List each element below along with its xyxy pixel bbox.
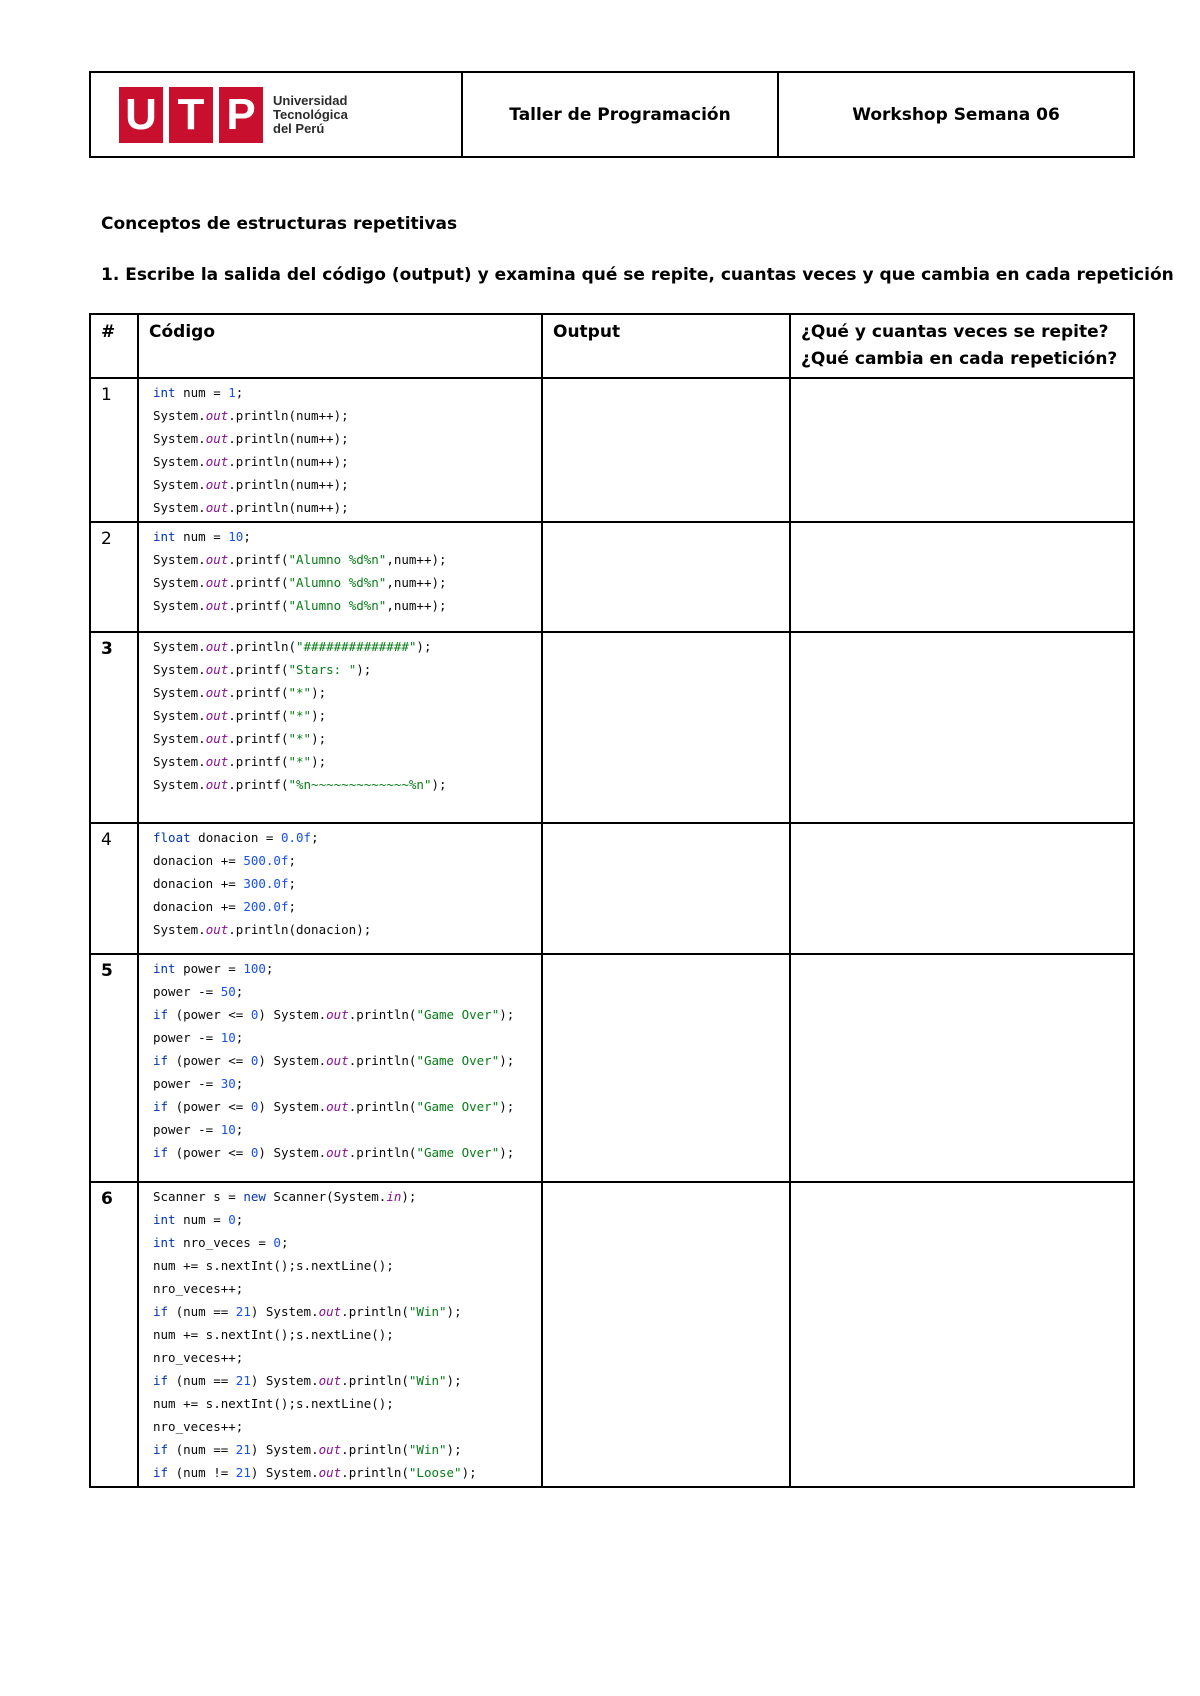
- code-line: nro_veces++;: [153, 1281, 244, 1296]
- code-block: [139, 379, 541, 521]
- section-title: Conceptos de estructuras repetitivas: [101, 214, 458, 234]
- row-number: 2: [90, 522, 138, 632]
- table-row: [90, 632, 1134, 823]
- code-line: int num = 0;: [153, 1212, 244, 1227]
- code-line: int nro_veces = 0;: [153, 1235, 289, 1250]
- code-line: Scanner s = new Scanner(System.in);: [153, 1189, 417, 1204]
- code-line: System.out.printf("*");: [153, 708, 327, 723]
- row-number: 6: [90, 1182, 138, 1487]
- code-line: int num = 1;: [153, 385, 244, 400]
- code-line: System.out.println(num++);: [153, 431, 349, 446]
- code-line: System.out.printf("*");: [153, 685, 327, 700]
- logo-text: [273, 94, 348, 136]
- repeat-answer-cell[interactable]: [790, 954, 1134, 1182]
- code-line: nro_veces++;: [153, 1419, 244, 1434]
- code-line: System.out.println(num++);: [153, 454, 349, 469]
- code-line: donacion += 300.0f;: [153, 876, 296, 891]
- logo-letter-p: P: [213, 87, 263, 143]
- repeat-answer-cell[interactable]: [790, 632, 1134, 823]
- code-block: [139, 824, 541, 943]
- table-row: [90, 378, 1134, 522]
- question-text: 1. Escribe la salida del código (output) y examina qué se repite, cuantas veces y que cambia en cada repetición: [101, 265, 1174, 285]
- logo-letter-t: T: [163, 87, 213, 143]
- document-header: [89, 71, 1135, 158]
- code-cell: [138, 632, 542, 823]
- code-line: if (power <= 0) System.out.println("Game Over");: [153, 1145, 515, 1160]
- code-line: System.out.println(donacion);: [153, 922, 372, 937]
- logo-block: [119, 87, 263, 143]
- exercise-table: [89, 313, 1135, 1488]
- logo-line-2: Tecnológica: [273, 106, 348, 122]
- code-line: System.out.printf("*");: [153, 754, 327, 769]
- code-line: if (num == 21) System.out.println("Win");: [153, 1373, 462, 1388]
- code-line: power -= 10;: [153, 1030, 244, 1045]
- code-line: num += s.nextInt();s.nextLine();: [153, 1327, 394, 1342]
- code-line: int power = 100;: [153, 961, 274, 976]
- repeat-answer-cell[interactable]: [790, 823, 1134, 954]
- code-line: num += s.nextInt();s.nextLine();: [153, 1396, 394, 1411]
- utp-logo: [119, 87, 348, 143]
- repeat-answer-cell[interactable]: [790, 1182, 1134, 1487]
- table-row: [90, 823, 1134, 954]
- code-cell: [138, 954, 542, 1182]
- logo-cell: [91, 73, 461, 156]
- header-num: #: [90, 314, 138, 378]
- code-line: donacion += 500.0f;: [153, 853, 296, 868]
- output-answer-cell[interactable]: [542, 1182, 790, 1487]
- header-output: Output: [542, 314, 790, 378]
- header-repeat-line-2: ¿Qué cambia en cada repetición?: [801, 349, 1118, 369]
- code-line: System.out.printf("%n~~~~~~~~~~~~~%n");: [153, 777, 447, 792]
- logo-letter-u: U: [125, 89, 157, 139]
- code-block: [139, 523, 541, 619]
- code-cell: [138, 823, 542, 954]
- table-row: [90, 1182, 1134, 1487]
- code-line: System.out.printf("Alumno %d%n",num++);: [153, 575, 447, 590]
- row-number: 1: [90, 378, 138, 522]
- row-number: 3: [90, 632, 138, 823]
- repeat-answer-cell[interactable]: [790, 378, 1134, 522]
- code-line: float donacion = 0.0f;: [153, 830, 319, 845]
- code-line: System.out.printf("*");: [153, 731, 327, 746]
- code-line: System.out.println(num++);: [153, 477, 349, 492]
- code-line: System.out.printf("Alumno %d%n",num++);: [153, 552, 447, 567]
- code-block: [139, 633, 541, 798]
- repeat-answer-cell[interactable]: [790, 522, 1134, 632]
- code-line: System.out.printf("Stars: ");: [153, 662, 372, 677]
- logo-line-1: Universidad: [273, 92, 348, 108]
- code-line: donacion += 200.0f;: [153, 899, 296, 914]
- row-number: 5: [90, 954, 138, 1182]
- code-line: if (power <= 0) System.out.println("Game Over");: [153, 1099, 515, 1114]
- code-line: System.out.printf("Alumno %d%n",num++);: [153, 598, 447, 613]
- header-code: Código: [138, 314, 542, 378]
- output-answer-cell[interactable]: [542, 632, 790, 823]
- code-line: int num = 10;: [153, 529, 251, 544]
- row-number: 4: [90, 823, 138, 954]
- week-title: Workshop Semana 06: [777, 73, 1133, 156]
- header-repeat: [790, 314, 1134, 378]
- code-line: power -= 50;: [153, 984, 244, 999]
- code-line: nro_veces++;: [153, 1350, 244, 1365]
- code-line: if (num == 21) System.out.println("Win");: [153, 1442, 462, 1457]
- code-block: [139, 955, 541, 1166]
- table-row: [90, 522, 1134, 632]
- output-answer-cell[interactable]: [542, 954, 790, 1182]
- code-line: if (num != 21) System.out.println("Loose");: [153, 1465, 477, 1480]
- code-line: if (power <= 0) System.out.println("Game Over");: [153, 1007, 515, 1022]
- code-cell: [138, 378, 542, 522]
- code-line: System.out.println("##############");: [153, 639, 432, 654]
- code-line: if (num == 21) System.out.println("Win");: [153, 1304, 462, 1319]
- table-row: [90, 954, 1134, 1182]
- code-cell: [138, 522, 542, 632]
- output-answer-cell[interactable]: [542, 522, 790, 632]
- course-title: Taller de Programación: [461, 73, 777, 156]
- output-answer-cell[interactable]: [542, 823, 790, 954]
- logo-line-3: del Perú: [273, 120, 325, 136]
- code-cell: [138, 1182, 542, 1487]
- code-line: power -= 30;: [153, 1076, 244, 1091]
- code-line: System.out.println(num++);: [153, 408, 349, 423]
- code-block: [139, 1183, 541, 1486]
- header-repeat-line-1: ¿Qué y cuantas veces se repite?: [801, 322, 1109, 342]
- code-line: if (power <= 0) System.out.println("Game Over");: [153, 1053, 515, 1068]
- code-line: power -= 10;: [153, 1122, 244, 1137]
- code-line: System.out.println(num++);: [153, 500, 349, 515]
- output-answer-cell[interactable]: [542, 378, 790, 522]
- code-line: num += s.nextInt();s.nextLine();: [153, 1258, 394, 1273]
- table-header-row: [90, 314, 1134, 378]
